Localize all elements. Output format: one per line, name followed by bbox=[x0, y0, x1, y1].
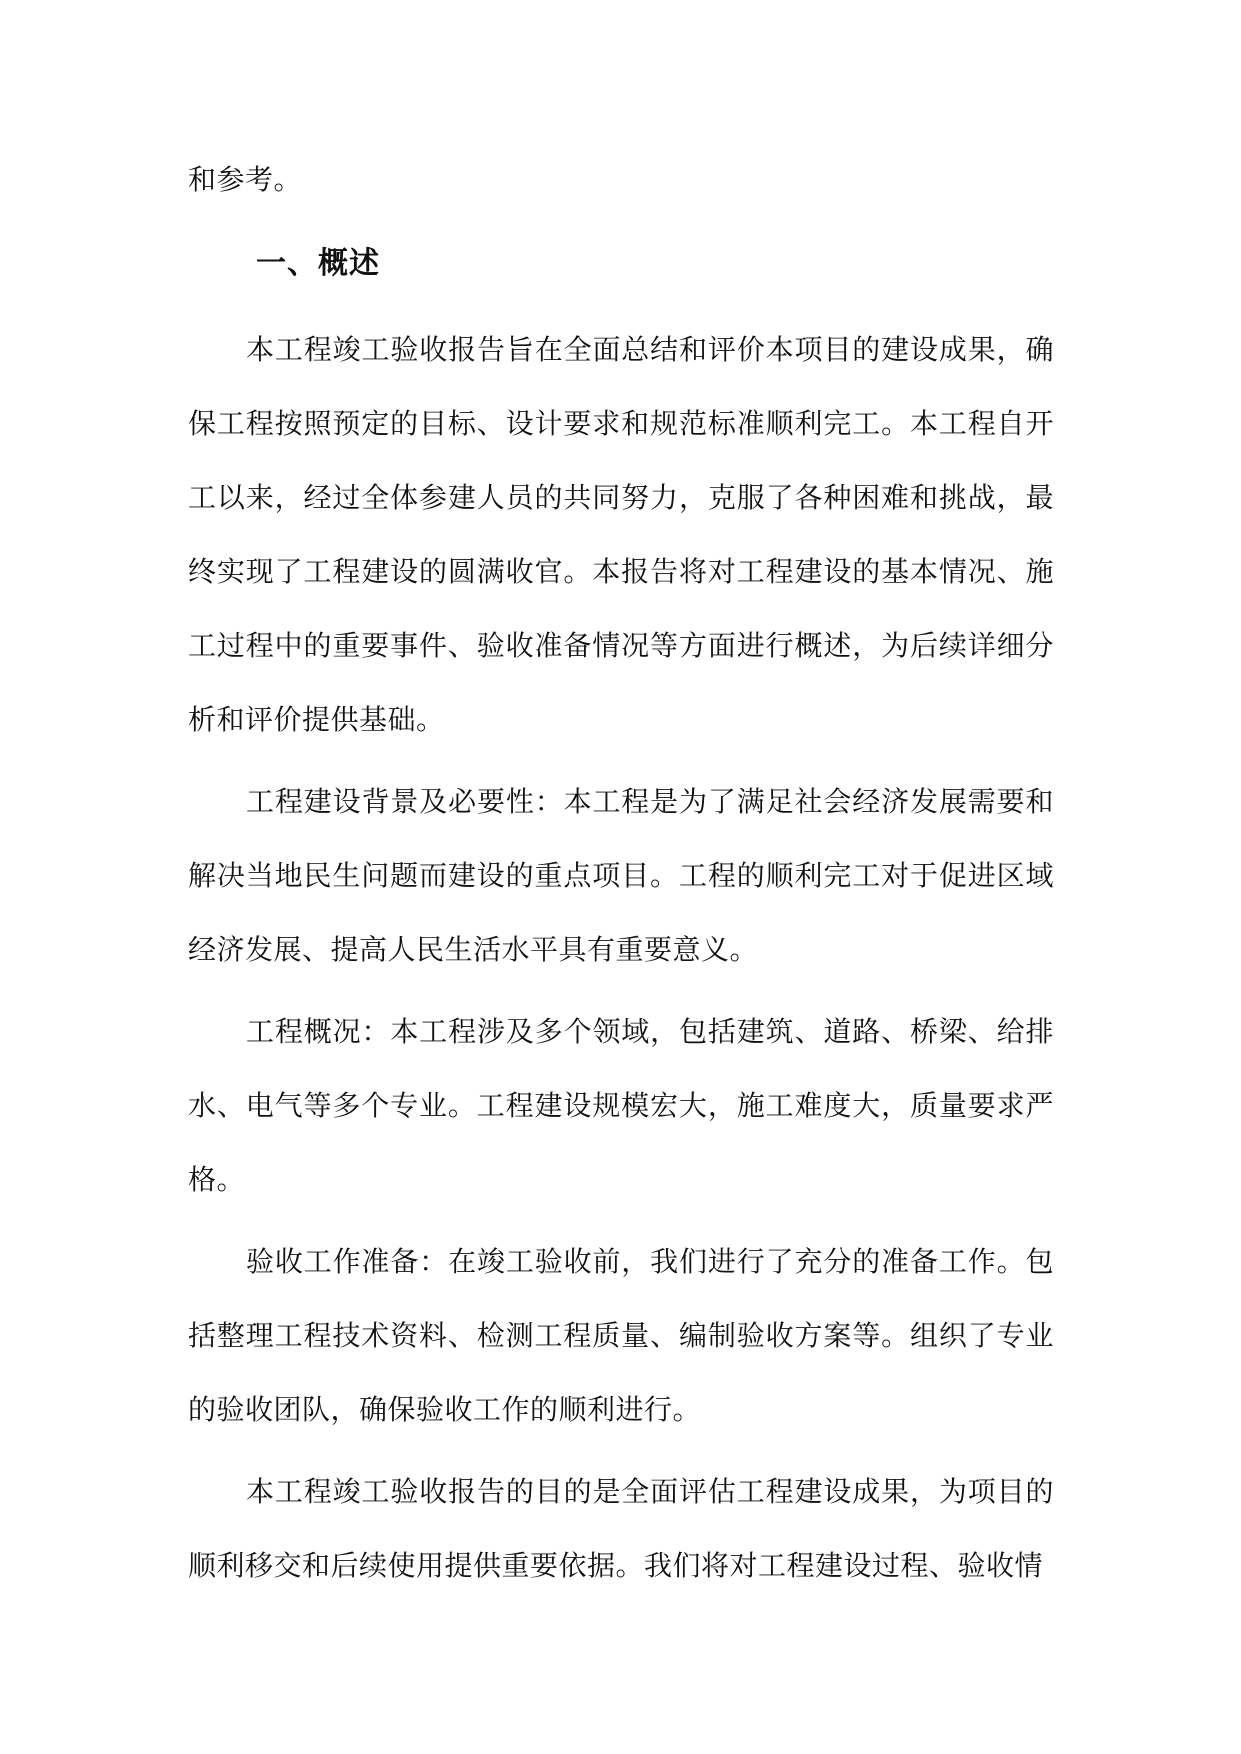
paragraph-project-summary: 工程概况：本工程涉及多个领域，包括建筑、道路、桥梁、给排水、电气等多个专业。工程建设规模宏大，施工难度大，质量要求严格。 bbox=[188, 1015, 1054, 1196]
paragraph-overview: 本工程竣工验收报告旨在全面总结和评价本项目的建设成果，确保工程按照预定的目标、设计要求和规范标准顺利完工。本工程自开工以来，经过全体参建人员的共同努力，克服了各种困难和挑战，最终实现了工程建设的圆满收官。本报告将对工程建设的基本情况、施工过程中的重要事件、验收准备情况等方面进行概述，为后续详细分析和评价提供基础。 bbox=[188, 333, 1054, 736]
paragraph-background: 工程建设背景及必要性：本工程是为了满足社会经济发展需要和解决当地民生问题而建设的重点项目。工程的顺利完工对于促进区域经济发展、提高人民生活水平具有重要意义。 bbox=[188, 785, 1054, 966]
paragraph-report-purpose: 本工程竣工验收报告的目的是全面评估工程建设成果，为项目的顺利移交和后续使用提供重要依据。我们将对工程建设过程、验收情 bbox=[188, 1475, 1054, 1582]
section-heading: 一、概述 bbox=[256, 246, 380, 281]
document-body bbox=[188, 143, 1054, 1611]
continuation-paragraph: 和参考。 bbox=[188, 163, 303, 196]
paragraph-acceptance-preparation: 验收工作准备：在竣工验收前，我们进行了充分的准备工作。包括整理工程技术资料、检测工程质量、编制验收方案等。组织了专业的验收团队，确保验收工作的顺利进行。 bbox=[188, 1245, 1054, 1426]
